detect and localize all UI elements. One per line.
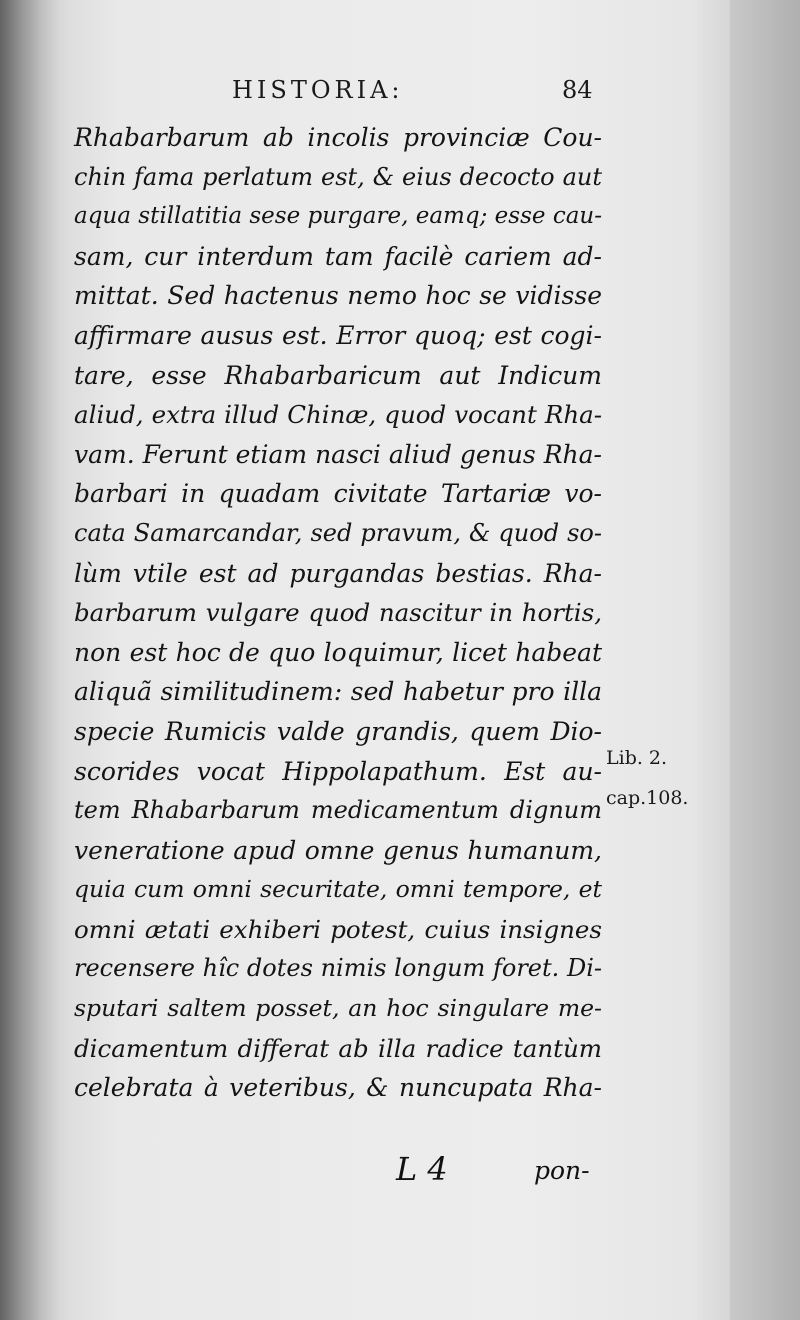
marginal-note-book: Lib. 2. xyxy=(606,747,668,769)
text-line: barbari in quadam civitate Tartariæ vo- xyxy=(74,479,602,509)
text-line: cata Samarcandar, sed pravum, & quod so- xyxy=(74,518,602,547)
text-line: veneratione apud omne genus humanum, xyxy=(74,835,602,865)
text-line: sam, cur interdum tam facilè cariem ad- xyxy=(74,241,602,271)
running-head xyxy=(0,76,800,110)
text-line: celebrata à veteribus, & nuncupata Rha- xyxy=(74,1073,602,1103)
marginal-note xyxy=(606,738,716,818)
text-line: sputari saltem posset, an hoc singulare me- xyxy=(74,994,602,1023)
catchword: pon- xyxy=(534,1156,590,1185)
text-line: recensere hîc dotes nimis longum foret. Di- xyxy=(74,954,602,983)
text-line: tem Rhabarbarum medicamentum dignum xyxy=(74,796,602,825)
text-line: affirmare ausus est. Error quoq; est cogi- xyxy=(74,320,602,350)
text-line: omni ætati exhiberi potest, cuius insignes xyxy=(74,914,602,944)
signature-mark: L 4 xyxy=(396,1150,448,1188)
text-line: lùm vtile est ad purgandas bestias. Rha- xyxy=(74,558,602,588)
gutter-shadow xyxy=(0,0,70,1320)
text-line: scorides vocat Hippolapathum. Est au- xyxy=(74,756,602,786)
text-line: aqua stillatitia sese purgare, eamq; esse cau- xyxy=(74,203,602,230)
text-line: quia cum omni securitate, omni tempore, et xyxy=(74,875,602,904)
page-footer xyxy=(0,1150,800,1190)
running-head-title: HISTORIA: xyxy=(232,76,404,104)
text-line: tare, esse Rhabarbaricum aut Indicum xyxy=(74,360,602,390)
text-line: aliquã similitudinem: sed habetur pro illa xyxy=(74,677,602,707)
marginal-note-chapter: cap.108. xyxy=(606,787,689,809)
text-line: chin fama perlatum est, & eius decocto aut xyxy=(74,162,602,191)
text-line: vam. Ferunt etiam nasci aliud genus Rha- xyxy=(74,439,602,469)
text-line: aliud, extra illud Chinæ, quod vocant Rha- xyxy=(74,400,602,430)
page-number: 84 xyxy=(562,76,593,104)
text-line: non est hoc de quo loquimur, licet habeat xyxy=(74,637,602,667)
text-line: specie Rumicis valde grandis, quem Dio- xyxy=(74,716,602,746)
body-text xyxy=(74,118,602,1108)
text-line: dicamentum differat ab illa radice tantùm xyxy=(74,1033,602,1063)
text-line: Rhabarbarum ab incolis provinciæ Cou- xyxy=(74,123,602,152)
text-line: mittat. Sed hactenus nemo hoc se vidisse xyxy=(74,281,602,311)
text-line: barbarum vulgare quod nascitur in hortis, xyxy=(74,598,602,628)
page-edge xyxy=(730,0,800,1320)
